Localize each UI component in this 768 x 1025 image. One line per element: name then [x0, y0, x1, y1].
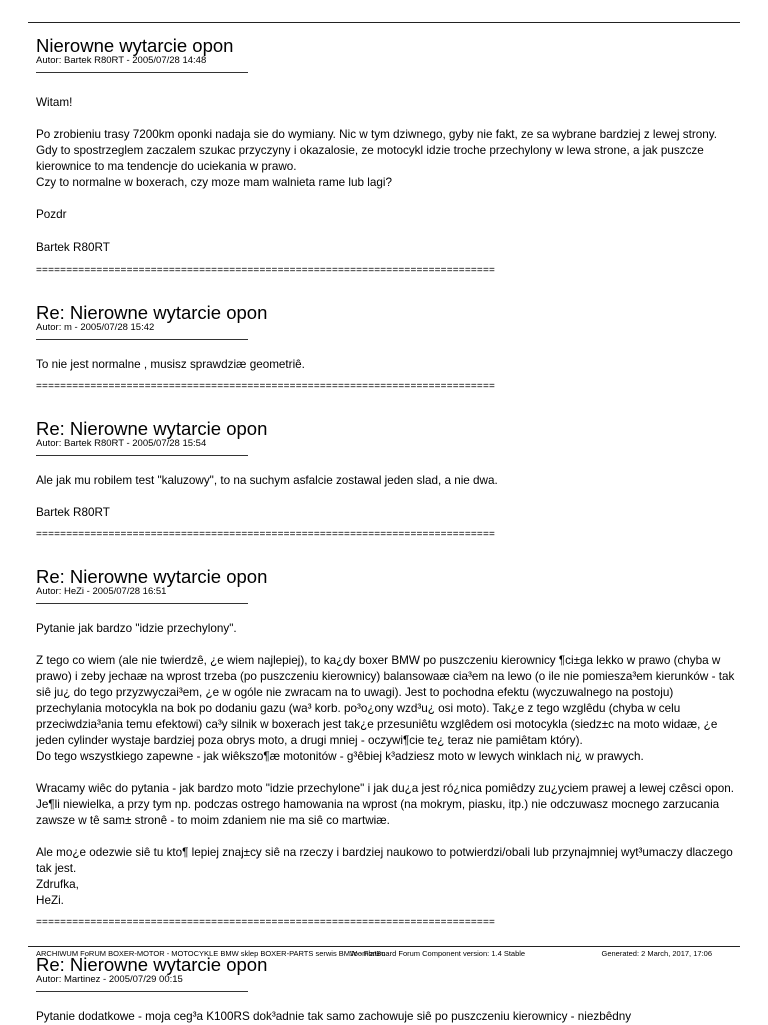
post-separator: ============================================================================ — [36, 265, 496, 276]
footer-forum-name: ARCHIWUM FoRUM BOXER-MOTOR - MOTOCYKLE BMW sklep BOXER-PARTS serwis BMW - Forum — [36, 949, 386, 958]
post-paragraph: Wracamy wiêc do pytania - jak bardzo moto "idzie przechylone" i jak du¿a jest ró¿nica pomiêdzy zu¿yciem prawej a lewej czêsci opon. Je¶li niewielka, a przy tym np. podczas ostrego hamowania na wprost (na mokrym, piasku, itp.) nie odczuwasz mocnego zarzucania zawsze w tê sam± stronê - to moim zdaniem nie ma siê co martwiæ. — [36, 782, 734, 827]
post-paragraph: Z tego co wiem (ale nie twierdzê, ¿e wiem najlepiej), to ka¿dy boxer BMW po puszczeniu kierownicy ¶ci±ga lekko w prawo (chyba w prawo) i zeby jechaæ na wprost trzeba (po puszczeniu kierownicy) balansowaæ cia³em na lewo (o ile nie pomiesza³em kierunków - tak siê ju¿ do tego przyzwyczai³em, ¿e w ogóle nie zwracam na to uwagi). Jest to pochodna efektu (wyczuwalnego na postoju) przechylania motocykla na bok po dodaniu gazu (wa³ korb. po³o¿ony wzd³u¿ osi moto). Tak¿e z tego wzglêdu (chyba w celu przeciwdzia³ania temu efektowi) ca³y silnik w boxerach jest tak¿e przesuniêtu wzglêdem osi motocykla (siedz±c na moto widaæ, ¿e jeden cylinder wystaje bardziej poza obrys moto, a drugi mniej - oczywi¶cie te¿ teraz nie pamiêtam który). Do tego wszystkiego zapewne - jak wiêkszo¶æ motonitów - g³êbiej k³adziesz moto w lewych winklach ni¿ w prawych. — [36, 654, 735, 763]
meta-rule — [36, 339, 248, 340]
post-paragraph: Pytanie jak bardzo "idzie przechylony". — [36, 622, 237, 635]
post-title: Re: Nierowne wytarcie opon — [36, 954, 268, 975]
post-paragraph: Pytanie dodatkowe - moja ceg³a K100RS dok³adnie tak samo zachowuje siê po puszczeniu kierownicy - niezbêdny — [36, 1010, 632, 1023]
post-author-date: Autor: Bartek R80RT - 2005/07/28 14:48 — [36, 55, 207, 66]
post-author-date: Autor: HeZi - 2005/07/28 16:51 — [36, 586, 167, 597]
post-paragraph: To nie jest normalne , musisz sprawdziæ geometriê. — [36, 358, 305, 371]
footer-generated-date: Generated: 2 March, 2017, 17:06 — [601, 949, 712, 958]
meta-rule — [36, 603, 248, 604]
post — [36, 419, 736, 541]
post-author-date: Autor: Bartek R80RT - 2005/07/28 15:54 — [36, 438, 207, 449]
post — [36, 303, 736, 393]
post-title: Re: Nierowne wytarcie opon — [36, 418, 268, 439]
post-paragraph: Ale jak mu robilem test "kaluzowy", to na suchym asfalcie zostawal jeden slad, a nie dwa. — [36, 474, 498, 487]
post-separator: ============================================================================ — [36, 529, 496, 540]
thread — [36, 36, 736, 1025]
post-author-date: Autor: Martinez - 2005/07/29 00:15 — [36, 974, 183, 985]
footer-component-version: Joomla!Board Forum Component version: 1.4 Stable — [350, 949, 526, 958]
meta-rule — [36, 991, 248, 992]
post — [36, 567, 736, 929]
post-paragraph: Po zrobieniu trasy 7200km oponki nadaja sie do wymiany. Nic w tym dziwnego, gyby nie fakt, ze sa wybrane bardziej z lewej strony. Gdy to spostrzeglem zaczalem szukac przyczyny i okazalosie, ze motocykl idzie troche przechylony w lewa strone, a jak puszcze kierownice to ma tendencje do uciekania w prawo. Czy to normalne w boxerach, czy moze mam walnieta rame lub lagi? — [36, 128, 718, 189]
post — [36, 36, 736, 277]
post-separator: ============================================================================ — [36, 917, 496, 928]
post-paragraph: Ale mo¿e odezwie siê tu kto¶ lepiej znaj±cy siê na rzeczy i bardziej naukowo to potwierdzi/obali lub przynajmniej wyt³umaczy dlaczego tak jest. Zdrufka, HeZi. — [36, 846, 733, 907]
post-signature: Bartek R80RT — [36, 506, 110, 519]
post-separator: ============================================================================ — [36, 381, 496, 392]
meta-rule — [36, 455, 248, 456]
meta-rule — [36, 72, 248, 73]
post-title: Re: Nierowne wytarcie opon — [36, 302, 268, 323]
footer-rule — [28, 946, 740, 947]
post-signature: Bartek R80RT — [36, 241, 110, 254]
post-paragraph: Pozdr — [36, 208, 67, 221]
header-rule — [28, 22, 740, 23]
post — [36, 955, 736, 1025]
post-paragraph: Witam! — [36, 96, 73, 109]
post-title: Nierowne wytarcie opon — [36, 35, 234, 56]
post-title: Re: Nierowne wytarcie opon — [36, 566, 268, 587]
post-author-date: Autor: m - 2005/07/28 15:42 — [36, 322, 155, 333]
